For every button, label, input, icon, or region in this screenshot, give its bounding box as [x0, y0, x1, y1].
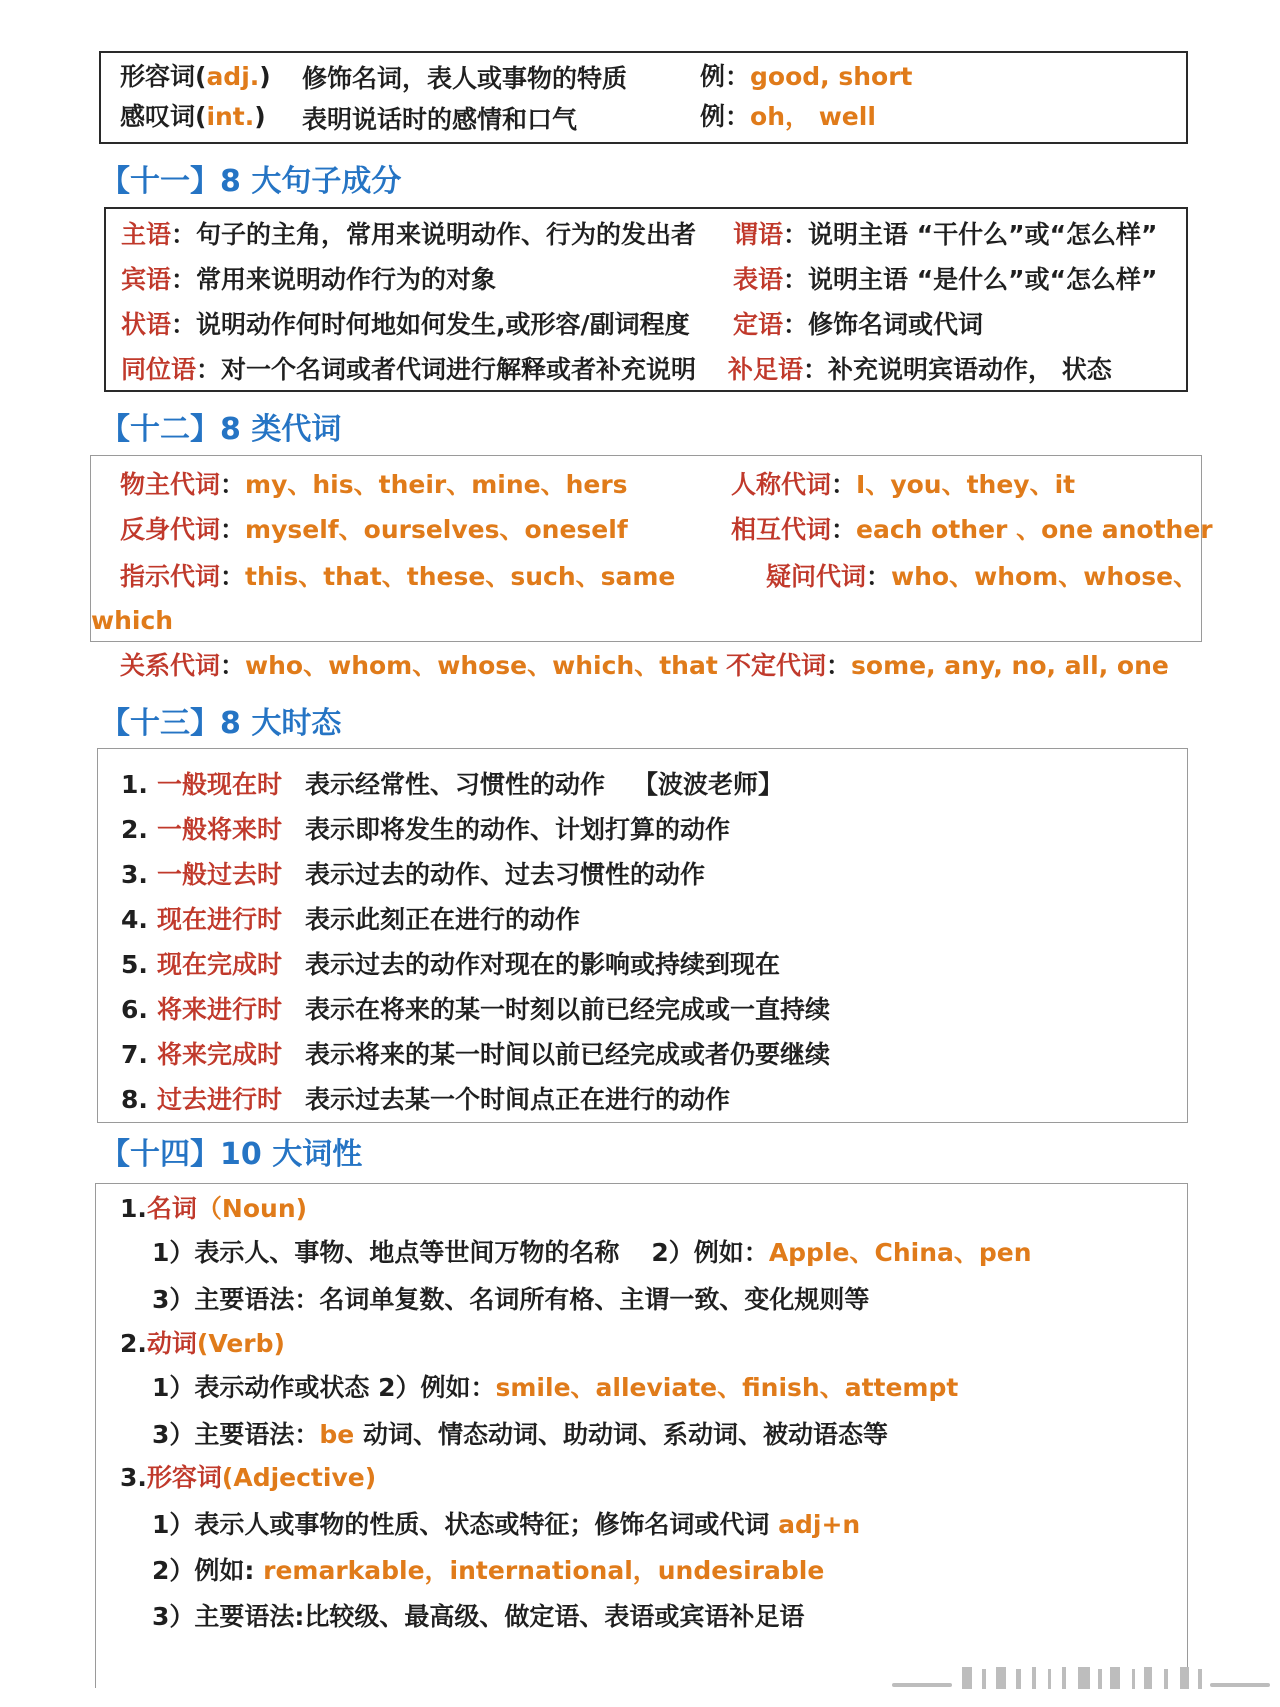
section12-title: 【十二】8 类代词 [100, 412, 342, 447]
s11-term: 谓语 [733, 220, 784, 249]
tense-term: 一般过去时 [157, 860, 283, 889]
tense-term: 过去进行时 [157, 1085, 283, 1114]
section13-title: 【十三】8 大时态 [100, 706, 342, 741]
int-desc: 表明说话时的感情和口气 [302, 105, 578, 134]
s11-desc: 句子的主角，常用来说明动作、行为的发出者 [196, 220, 697, 249]
tense-term: 现在完成时 [157, 950, 283, 979]
int-label: 感叹词( [120, 102, 207, 131]
s11-item-predicative: 表语：说明主语 “是什么”或“怎么样” [733, 265, 1158, 294]
adj-line1: 1）表示人或事物的性质、状态或特征；修饰名词或代词 adj+n [152, 1510, 861, 1539]
noun-line1: 1）表示人、事物、地点等世间万物的名称 2）例如：Apple、China、pen [152, 1238, 1032, 1267]
tense-desc: 表示即将发生的动作、计划打算的动作 [305, 815, 731, 844]
tense-number: 3. [121, 860, 148, 889]
tense-number: 7. [121, 1040, 148, 1069]
s11-term: 定语 [733, 310, 784, 339]
tense-desc: 表示过去的动作对现在的影响或持续到现在 [305, 950, 781, 979]
tense-desc: 表示将来的某一时间以前已经完成或者仍要继续 [305, 1040, 831, 1069]
tense-term: 一般将来时 [157, 815, 283, 844]
int-example [700, 102, 876, 132]
tense-row [121, 1085, 730, 1115]
tense-term: 将来进行时 [157, 995, 283, 1024]
tense-note: 【波波老师】 [633, 770, 784, 799]
tense-desc: 表示在将来的某一时刻以前已经完成或一直持续 [305, 995, 831, 1024]
tense-number: 5. [121, 950, 148, 979]
s11-desc: 对一个名词或者代词进行解释或者补充说明 [221, 355, 697, 384]
tense-row [121, 995, 830, 1025]
s11-term: 补足语 [728, 355, 804, 384]
adj-line2: 2）例如: remarkable，international，undesirable [152, 1556, 825, 1585]
s12-item-interrogative-cont: which [91, 606, 174, 635]
s12-item-demonstrative: 指示代词：this、that、these、such、same [120, 562, 676, 591]
verb-line2: 3）主要语法：be 动词、情态动词、助动词、系动词、被动语态等 [152, 1420, 888, 1449]
tense-number: 1. [121, 770, 148, 799]
s11-desc: 修饰名词或代词 [808, 310, 984, 339]
tense-desc: 表示过去的动作、过去习惯性的动作 [305, 860, 706, 889]
adj-example [700, 62, 913, 92]
tense-row [121, 1040, 830, 1070]
adj-eg-words: good, short [750, 62, 913, 91]
watermark-bars-icon [892, 1661, 1272, 1693]
adj-label: 形容词( [120, 62, 207, 91]
s12-item-personal: 人称代词：I、you、they、it [731, 470, 1076, 499]
tense-desc: 表示过去某一个时间点正在进行的动作 [305, 1085, 731, 1114]
s11-term: 状语 [121, 310, 172, 339]
int-row [120, 102, 266, 132]
adj-close: ) [259, 62, 271, 91]
s11-desc: 常用来说明动作行为的对象 [196, 265, 497, 294]
s11-item-object: 宾语：常用来说明动作行为的对象 [121, 265, 497, 294]
adj-row [120, 62, 271, 92]
s11-term: 主语 [121, 220, 172, 249]
s11-term: 同位语 [121, 355, 197, 384]
noun-line2: 3）主要语法：名词单复数、名词所有格、主谓一致、变化规则等 [152, 1285, 870, 1314]
tense-row [121, 860, 705, 890]
s11-item-subject: 主语：句子的主角，常用来说明动作、行为的发出者 [121, 220, 697, 249]
s11-item-predicate: 谓语：说明主语 “干什么”或“怎么样” [733, 220, 1158, 249]
tense-term: 一般现在时 [157, 770, 283, 799]
tense-term: 将来完成时 [157, 1040, 283, 1069]
s11-desc: 说明主语 “干什么”或“怎么样” [808, 220, 1158, 249]
adj-abbr: adj. [206, 62, 260, 91]
tense-number: 2. [121, 815, 148, 844]
verb-heading: 2.动词(Verb) [120, 1329, 285, 1358]
s12-item-indefinite: 不定代词：some, any, no, all, one [726, 651, 1169, 680]
int-eg-label: 例： [700, 102, 751, 131]
adj-desc: 修饰名词，表人或事物的特质 [302, 64, 628, 93]
s11-item-attributive: 定语：修饰名词或代词 [733, 310, 984, 339]
s11-item-complement: 补足语：补充说明宾语动作， 状态 [728, 355, 1112, 384]
section11-title: 【十一】8 大句子成分 [100, 164, 402, 199]
tense-desc: 表示此刻正在进行的动作 [305, 905, 581, 934]
tense-number: 4. [121, 905, 148, 934]
s11-term: 宾语 [121, 265, 172, 294]
tense-row [121, 815, 730, 845]
s12-item-relative: 关系代词：who、whom、whose、which、that [120, 651, 718, 680]
tense-desc: 表示经常性、习惯性的动作 [305, 770, 606, 799]
s11-desc: 补充说明宾语动作， 状态 [828, 355, 1112, 384]
adj-eg-label: 例： [700, 62, 751, 91]
s11-term: 表语 [733, 265, 784, 294]
s12-item-reflexive: 反身代词：myself、ourselves、oneself [120, 515, 628, 544]
verb-line1: 1）表示动作或状态 2）例如：smile、alleviate、finish、attempt [152, 1373, 959, 1402]
tense-number: 8. [121, 1085, 148, 1114]
int-abbr: int. [206, 102, 255, 131]
adj-heading: 3.形容词(Adjective) [120, 1463, 377, 1492]
adj-line3: 3）主要语法:比较级、最高级、做定语、表语或宾语补足语 [152, 1602, 805, 1631]
section14-title: 【十四】10 大词性 [100, 1137, 363, 1172]
tense-row [121, 770, 783, 800]
tense-row [121, 905, 580, 935]
s11-desc: 说明动作何时何地如何发生,或形容/副词程度 [196, 310, 690, 339]
tense-row [121, 950, 780, 980]
s11-desc: 说明主语 “是什么”或“怎么样” [808, 265, 1158, 294]
s12-item-possessive: 物主代词：my、his、their、mine、hers [120, 470, 628, 499]
tense-number: 6. [121, 995, 148, 1024]
int-close: ) [254, 102, 266, 131]
noun-heading: 1.名词（Noun) [120, 1194, 308, 1223]
s12-item-reciprocal: 相互代词：each other 、one another [731, 515, 1213, 544]
tense-term: 现在进行时 [157, 905, 283, 934]
s11-item-adverbial: 状语：说明动作何时何地如何发生,或形容/副词程度 [121, 310, 690, 339]
s11-item-appositive: 同位语：对一个名词或者代词进行解释或者补充说明 [121, 355, 697, 384]
s12-item-interrogative: 疑问代词：who、whom、whose、 [766, 562, 1199, 591]
int-eg-words: oh， well [750, 102, 876, 131]
